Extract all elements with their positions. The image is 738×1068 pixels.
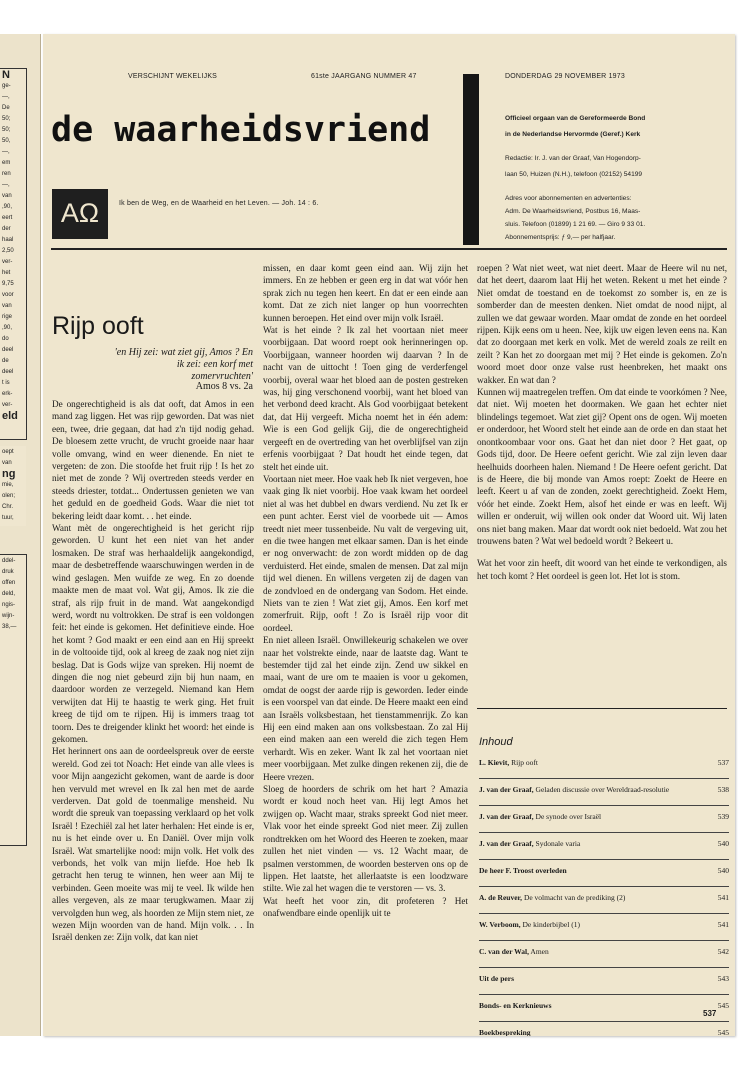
admin-line-2: Adm. De Waarheidsvriend, Postbus 16, Maas- — [505, 208, 641, 215]
toc-entry-author: De heer F. Troost overleden — [479, 866, 567, 875]
toc-entry-page: 541 — [717, 893, 729, 902]
editor-line-1: Redactie: Ir. J. van der Graaf, Van Hogendorp- — [505, 155, 641, 162]
toc-entry-subject: Geladen discussie over Wereldraad-resolutie — [533, 785, 670, 794]
toc-entry-subject: Rijp ooft — [509, 758, 538, 767]
masthead-title: de waarheidsvriend — [51, 110, 431, 150]
toc-entry-author: Boekbespreking — [479, 1028, 531, 1036]
paragraph: Wat is het einde ? Ik zal het voortaan niet meer voorbijgaan. Dat woord roept ook herinneringen op. Voorbijgaan, wanneer hoorden wij daarvan ? In de nacht van de uittocht ! Toen ging de verderfengel voorbij, overal waar het bloed aan de posten gestreken was, hij ging verschonend voorbij, want het bloed van het verbond deed kracht. Als God voorbijgaat betekent dat, dat Hij vergeeft. Micha noemt het in één adem: Wie is een God gelijk Gij, die de ongerechtigheid vergeeft en de overtreding van het overblijfsel van zijn erfenis voorbijgaat ? Dat houdt het einde tegen, dat stelt het einde uit. — [263, 325, 468, 472]
toc-entry-author: J. van der Graaf, — [479, 785, 534, 794]
prev-page-fragment: oept — [2, 449, 14, 455]
admin-line-3: sluis. Telefoon (01899) 1 21 69. — Giro 9 33 01. — [505, 221, 646, 228]
prev-page-fragment: em — [2, 160, 11, 166]
organ-line-2: in de Nederlandse Hervormde (Geref.) Kerk — [505, 131, 641, 138]
prev-page-fragment: ver- — [2, 259, 13, 265]
toc-entry-page: 537 — [717, 758, 729, 767]
toc-entry-title — [479, 839, 679, 849]
toc-heading: Inhoud — [479, 736, 513, 748]
paragraph: Sloeg de hoorders de schrik om het hart ? Amazia wordt er koud noch heet van. Hij legt Amos het zwijgen op. Wacht maar, straks spreekt God niet meer. Vlak voor het einde spreekt God niet meer. Zij zullen rondtrekken om het Woord des Heeren te zoeken, maar zullen het niet vinden — vs. 12 Wacht maar, de psalmen verstommen, de woorden besterven ons op de lippen. Het laatste, het allerlaatste is een loodzware stilte. Wie zal het wagen die te verstoren — vs. 3. — [263, 784, 468, 894]
prev-page-fragment: 38,— — [2, 624, 17, 630]
toc-entry-title — [479, 1028, 679, 1036]
toc-entry-author: C. van der Wal, — [479, 947, 529, 956]
previous-page-edge — [0, 34, 41, 1036]
prev-page-fragment: deld, — [2, 591, 16, 597]
toc-entry-author: J. van der Graaf, — [479, 839, 534, 848]
toc-entry-title — [479, 1001, 679, 1011]
prev-page-fragment: 50; — [2, 127, 11, 133]
prev-page-fragment: 50, — [2, 138, 11, 144]
prev-page-fragment: ge- — [2, 83, 11, 89]
prev-page-fragment: olen; — [2, 493, 16, 499]
toc-entry-title — [479, 974, 679, 984]
prev-page-fragment: ren — [2, 171, 11, 177]
prev-page-fragment: eert — [2, 215, 13, 221]
toc-divider-line — [479, 886, 729, 887]
toc-entry-title — [479, 785, 679, 795]
newspaper-page — [43, 34, 735, 1036]
masthead-divider-bar — [463, 74, 479, 245]
admin-line-1: Adres voor abonnementen en advertenties: — [505, 195, 632, 202]
toc-entry-title — [479, 893, 679, 903]
toc-divider — [477, 708, 727, 709]
article-column-3 — [477, 262, 727, 702]
toc-entry-title — [479, 866, 679, 876]
toc-divider-line — [479, 913, 729, 914]
prev-page-fragment: N — [2, 69, 10, 81]
prev-page-fragment: 2,50 — [2, 248, 14, 254]
toc-divider-line — [479, 1021, 729, 1022]
toc-entry-subject: De kinderbijbel (1) — [520, 920, 580, 929]
page-number: 537 — [703, 1009, 717, 1018]
prev-page-fragment: —, — [2, 149, 10, 155]
table-of-contents — [479, 758, 729, 1036]
toc-entry-page: 540 — [717, 839, 729, 848]
article-column-1 — [52, 398, 254, 998]
toc-entry-title — [479, 758, 679, 768]
previous-page-column-mid — [0, 446, 26, 526]
motto: Ik ben de Weg, en de Waarheid en het Leven. — Joh. 14 : 6. — [119, 200, 319, 207]
previous-page-column-low — [0, 554, 27, 846]
article-column-2 — [263, 262, 468, 1002]
toc-entry-page: 545 — [717, 1001, 729, 1010]
toc-divider-line — [479, 967, 729, 968]
paragraph: De ongerechtigheid is als dat ooft, dat Amos in een mand zag liggen. Het was rijp geworden. Dat was niet een, twee, drie gegaan, dat had z'n tijd nodig gehad. De bloesem zette vrucht, de vrucht groeide naar haar volle omvang, wind en weer dienende. En niet te vergeten: de zon. Die stoofde het fruit rijp ! Is het zo niet met de zonde ? Wij overtreden steeds verder en steeds driester, totdat... Ondertussen genieten we van het geduld en de goedheid Gods. Waar die niet tot bekering leidt daar komt. . . het einde. — [52, 399, 254, 521]
prev-page-fragment: druk — [2, 569, 14, 575]
paragraph: Wat het voor zin heeft, dit woord van het einde te verkondigen, als het toch komt ? Het oordeel is geen lot. Het lot is stom. — [477, 558, 727, 581]
toc-divider-line — [479, 859, 729, 860]
prev-page-fragment: van — [2, 303, 12, 309]
prev-page-fragment: t is — [2, 380, 10, 386]
prev-page-fragment: van — [2, 460, 12, 466]
toc-divider-line — [479, 940, 729, 941]
prev-page-fragment: het — [2, 270, 11, 276]
frequency-label: VERSCHIJNT WEKELIJKS — [128, 73, 218, 80]
toc-entry-page: 543 — [717, 974, 729, 983]
prev-page-fragment: ddel- — [2, 558, 16, 564]
prev-page-fragment: tuur, — [2, 515, 14, 521]
prev-page-fragment: erk- — [2, 391, 13, 397]
toc-entry-subject: De synode over Israël — [533, 812, 602, 821]
prev-page-fragment: do — [2, 336, 9, 342]
prev-page-fragment: mie, — [2, 482, 14, 488]
prev-page-fragment: deel — [2, 369, 14, 375]
prev-page-fragment: rige — [2, 314, 13, 320]
toc-entry-author: J. van der Graaf, — [479, 812, 534, 821]
prev-page-fragment: Chr. — [2, 504, 14, 510]
article-title: Rijp ooft — [52, 312, 144, 340]
prev-page-fragment: eld — [2, 410, 18, 422]
prev-page-fragment: —, — [2, 94, 10, 100]
organ-line-1: Officieel orgaan van de Gereformeerde Bond — [505, 115, 646, 122]
toc-entry-page: 540 — [717, 866, 729, 875]
toc-divider-line — [479, 832, 729, 833]
alpha-omega-logo: AΩ — [52, 189, 108, 239]
toc-entry-author: Bonds- en Kerknieuws — [479, 1001, 552, 1010]
article-quote: 'en Hij zei: wat ziet gij, Amos ? En ik zei: een korf met zomervruchten' — [114, 347, 253, 382]
header-rule — [51, 248, 727, 250]
previous-page-column-top — [0, 68, 27, 440]
prev-page-fragment: ,90, — [2, 204, 13, 210]
prev-page-fragment: voor — [2, 292, 14, 298]
toc-entry-page: 539 — [717, 812, 729, 821]
prev-page-fragment: De — [2, 105, 10, 111]
paragraph: Kunnen wij maatregelen treffen. Om dat einde te voorkómen ? Nee, dat niet. Wij moeten het doormaken. We gaan het echter niet blindelings tegemoet. Wat ziet gij? Opent ons de ogen. Wij moeten er onderdoor, het Woord stelt het einde aan de orde en dan staat het onontkoombaar voor ons. Gaat het dan niet door ? Het gaat, op Gods tijd, door. De Heere oefent gericht. Wie zal zijn leven daar heelhuids doorheen halen. Niemand ! De Heere oefent gericht. Dat is de Heere, die bij monde van Amos roept: Zoekt de Heere en leeft. Keert u af van de zonden, zoekt gerechtigheid. Zoekt Hem, vóór het einde. Zoekt Hem, alsof het einde er was en leeft. Wij willen er onderuit, wij willen ook onder dat Woord uit. Wij laten ons niet bang maken. Maar dat wordt ook niet bedoeld. Wat zou het trouwens baten ? Wat wel bedoeld wordt ? Bekeert u. — [477, 387, 727, 546]
paragraph: missen, en daar komt geen eind aan. Wij zijn het immers. En ze hebben er geen erg in dat wat vóór hen sprak zich nu tegen hen keert. En dat er een einde aan komt. Dat ze zich niet langer op hun voorrechten kunnen beroepen. Het eind over mijn volk Israël. — [263, 263, 468, 323]
prev-page-fragment: ngis- — [2, 602, 16, 608]
paragraph: roepen ? Wat niet weet, wat niet deert. Maar de Heere wil nu net, dat het deert, daarom laat Hij het weten. Rekent u met het einde ? Niet omdat de toestand en de toekomst zo somber is, en ze is somberder dan de meesten denken. Niet omdat de nood nijpt, al zullen we dat gewaar worden. Maar omdat de zonde en het oordeel rijpen. Kijk eens om u heen. Nee, kijk uw eigen leven eens na. Kan dat zo doorgaan met kerk en volk. Met de wereld zoals ze reilt en zeilt ? Kan het zo doorgaan met mij ? Het einde is gekomen. Zo'n woord moet door onze valse rust heenbreken, het maakt ons wakker. En wat dan ? — [477, 263, 727, 385]
toc-entry-page: 541 — [717, 920, 729, 929]
toc-entry-author: L. Kievit, — [479, 758, 510, 767]
toc-entry-page: 545 — [717, 1028, 729, 1036]
toc-entry-title — [479, 920, 679, 930]
toc-divider-line — [479, 994, 729, 995]
prev-page-fragment: haal — [2, 237, 14, 243]
prev-page-fragment: deel — [2, 347, 14, 353]
prev-page-fragment: ,90, — [2, 325, 13, 331]
toc-entry-title — [479, 812, 679, 822]
toc-entry-title — [479, 947, 679, 957]
admin-line-4: Abonnementsprijs: ƒ 9,— per halfjaar. — [505, 234, 616, 241]
paragraph: En niet alleen Israël. Onwillekeurig schakelen we over naar het volstrekte einde, naar de laatste dag. Want te bestemder tijd zal het einde zijn. Zend uw sikkel en maai, want de ure om te maaien is voor u gekomen, omdat de oogst der aarde rijp is geworden. Ieder einde is een voorspel van dat einde. De Heere maakt een eind aan Israëls volksbestaan, het tienstammenrijk. Zo kan Hij een eind maken aan ons volksbestaan. Zo zal Hij een eind maken aan een wereld die zich tegen Hem verhardt. Wis en zeker. Want Ik zal het voortaan niet meer voorbijgaan. Met zulke dingen rekenen zij, die de Heere vrezen. — [263, 635, 468, 782]
prev-page-fragment: offen — [2, 580, 16, 586]
toc-divider-line — [479, 805, 729, 806]
paragraph: Wat heeft het voor zin, dit profeteren ? Het onafwendbare einde openlijk uit te — [263, 895, 468, 919]
prev-page-fragment: ng — [2, 468, 16, 480]
toc-entry-subject: De volmacht van de prediking (2) — [522, 893, 626, 902]
prev-page-fragment: wijn- — [2, 613, 15, 619]
toc-entry-page: 538 — [717, 785, 729, 794]
toc-entry-page: 542 — [717, 947, 729, 956]
prev-page-fragment: ver- — [2, 402, 13, 408]
toc-divider-line — [479, 778, 729, 779]
paragraph: Het herinnert ons aan de oordeelspreuk over de eerste wereld. God zei tot Noach: Het einde van alle vlees is voor Mijn aangezicht gekomen, want de aarde is door hen vervuld met wrevel en Ik zal hen met de aarde verderven. Dat gold de toenmalige mensheid. Nu wordt die spreuk van toepassing verklaard op het volk Israël ! Ezechiël zal het later herhalen: Het einde is er, nu is het einde over u. En Daniël. Over mijn volk Israël. Wat smartelijke nood: mijn volk. Het volk des verbonds, het volk van mijn liefde. Hoe heb Ik getracht hen terug te winnen, hen weer aan Mij te verbinden. Geen moeite was mij te veel. Ik wilde hen alles vergeven, als ze maar terugkwamen. Maar zij vervolgden hun weg, als hoorden ze Mijn stem niet, ze wezen Mijn woorden van de hand. Mijn volk. . . In Israël denken ze: Zijn volk, dat kan niet — [52, 746, 254, 943]
toc-entry-author: W. Verboom, — [479, 920, 521, 929]
organ-info — [505, 114, 645, 243]
prev-page-fragment: de — [2, 358, 9, 364]
toc-entry-subject: Amen — [528, 947, 549, 956]
toc-entry-subject: Sydonale varia — [533, 839, 581, 848]
paragraph: Want mèt de ongerechtigheid is het gericht rijp geworden. U kunt het een niet van het ander losmaken. De straf was herhaaldelijk aangekondigd, maar de desbetreffende waarschuwingen werden in de wind geslagen. Men wuifde ze weg. En zo doende maakte men de maat vol. Wat gij, Amos. Ik zie die straf, als rijp fruit in de mand. Wat aangekondigd werd, wordt nu voltrokken. De straf is een voldongen feit: het einde is gekomen. Het definitieve einde. Hoe het komt ? God maakt er een eind aan en Hij spreekt in de voltooide tijd, ook al kreeg de zaak nog niet zijn beslag. Dat is Gods wijze van spreken. Hij noemt de dingen die nog niet gebeurd zijn bij hun naam, en daardoor worden ze verzegeld. Niemand kan Hem verwijten dat Hij te haastig te werk ging. Het fruit kreeg de tijd om te rijpen. Hij is immers traag tot toorn. Des te dreigender klinkt het woord: het einde is gekomen. — [52, 523, 254, 744]
editor-line-2: laan 50, Huizen (N.H.), telefoon (02152) 54199 — [505, 171, 643, 178]
prev-page-fragment: van — [2, 193, 12, 199]
prev-page-fragment: der — [2, 226, 11, 232]
paragraph: Voortaan niet meer. Hoe vaak heb Ik niet vergeven, hoe vaak ging Ik niet voorbij. Hoe vaak kwam het oordeel niet al was het dubbel en dwars verdiend. Nu zet Ik er een punt achter. Eerst viel de voorbede uit — Amos treedt niet meer tussenbeide. Nu valt de vergeving uit, en die twee hangen met elkaar samen. Dan is het einde er nog onverwacht: de zon wordt midden op de dag verduisterd. Het einde, smalen de mensen. Dat zal mijn tijd wel dienen. En willens vergeten zij de dagen van de zondvloed en de ondergang van Sodom. Het einde. Niets van te zien ! Wat ziet gij, Amos. Een korf met zomerfruit. Rijp, ooft ! Zo is Israël rijp voor dit oordeel. — [263, 473, 468, 633]
toc-entry-author: Uit de pers — [479, 974, 514, 983]
prev-page-fragment: —, — [2, 182, 10, 188]
toc-entry-author: A. de Reuver, — [479, 893, 523, 902]
volume-label: 61ste JAARGANG NUMMER 47 — [311, 73, 417, 80]
scripture-reference: Amos 8 vs. 2a — [195, 381, 253, 392]
prev-page-fragment: 50; — [2, 116, 11, 122]
date-label: DONDERDAG 29 NOVEMBER 1973 — [505, 73, 625, 80]
prev-page-fragment: 9,75 — [2, 281, 14, 287]
